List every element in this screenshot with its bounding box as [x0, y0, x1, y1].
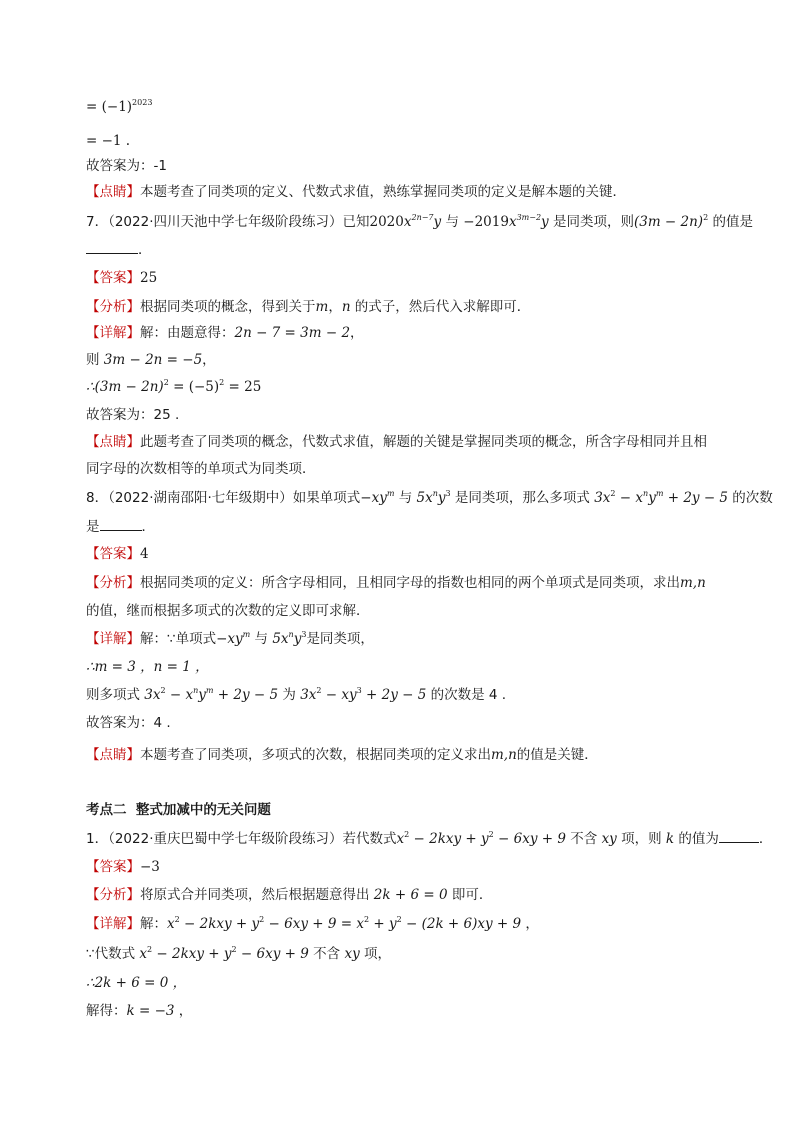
q7-step-3: ∴(3m − $2n)^2 = (-5)^2 = 25$ [86, 377, 262, 395]
q8-answer-final: 故答案为：4 . [86, 715, 171, 731]
q7-stem-line-1: 7．（2022·四川天池中学七年级阶段练习）已知$2020x^{2n-7}y$ 与 $-2019x^{3m-2}y$ 是同类项，则$(3m - 2n)^2$ 的值是 [86, 212, 753, 230]
answer-blank [86, 241, 138, 254]
q8-analysis-line-2: 的值，继而根据多项式的次数的定义即可求解． [86, 603, 370, 619]
q1-step-4: 解得：k = −3 ， [86, 1003, 193, 1019]
q7-stem-line-2: ． [86, 240, 152, 260]
answer-blank [100, 518, 142, 531]
prev-comment: 【点睛】本题考查了同类项的定义、代数式求值，熟练掌握同类项的定义是解本题的关键． [86, 184, 626, 200]
q8-answer: 【答案】4 [86, 546, 149, 562]
q7-comment-line-2: 同字母的次数相等的单项式为同类项． [86, 461, 316, 477]
q8-step-3: 则多项式 $3x^2 - x^ny^m + 2y - 5$ 为 $3x^2 - xy^3 + 2y - 5$ 的次数是 4 . [86, 685, 507, 703]
q1-step-3: ∴2k + 6 = 0 ， [86, 975, 187, 991]
comment-tag: 【点睛】 [86, 184, 140, 200]
q7-comment-line-1: 【点睛】此题考查了同类项的概念，代数式求值，解题的关键是掌握同类项的概念，所含字母相同并且相 [86, 434, 707, 450]
q7-answer: 【答案】25 [86, 270, 158, 286]
q8-stem-line-1: 8．（2022·湖南邵阳·七年级期中）如果单项式$-xy^m$ 与 $5x^ny^3$ 是同类项，那么多项式 $3x^2 - x^ny^m + 2y - 5$ 的次数 [86, 488, 773, 506]
q1-analysis: 【分析】将原式合并同类项，然后根据题意得出 2k + 6 = 0 即可． [86, 887, 493, 903]
q8-solution: 【详解】解：∵单项式$-xy^m$ 与 $5x^ny^3$是同类项， [86, 629, 374, 647]
prev-step-line-1: = $(-1)^{2023}$ [86, 97, 153, 115]
section-heading: 考点二 整式加减中的无关问题 [86, 802, 271, 818]
q7-analysis: 【分析】根据同类项的概念，得到关于m，n 的式子，然后代入求解即可． [86, 299, 531, 315]
q7-answer-final: 故答案为：25 . [86, 407, 180, 423]
q1-solution: 【详解】解：$x^2 - 2kxy + y^2 - 6xy + 9 = x^2 + y^2 - (2k + 6)xy + 9$ ， [86, 914, 539, 932]
q7-solution: 【详解】解：由题意得：2n − 7 = 3m − 2， [86, 325, 364, 341]
q1-step-2: ∵代数式 $x^2 - 2kxy + y^2 - 6xy + 9$ 不含 xy 项， [86, 944, 391, 962]
answer-blank [719, 830, 759, 843]
prev-answer: 故答案为：-1 [86, 158, 167, 174]
prev-step-line-2: = −1 . [86, 133, 131, 149]
q8-comment: 【点睛】本题考查了同类项，多项式的次数，根据同类项的定义求出m,n的值是关键． [86, 747, 598, 763]
q1-answer: 【答案】−3 [86, 859, 160, 875]
q8-stem-line-2: 是 ． [86, 519, 155, 535]
q7-step-2: 则 3m − 2n = −5， [86, 352, 216, 368]
q8-analysis-line-1: 【分析】根据同类项的定义：所含字母相同，且相同字母的指数也相同的两个单项式是同类项，求出m,n [86, 575, 706, 591]
q8-step-2: ∴m = 3 ，n = 1 ， [86, 659, 209, 675]
q1-stem: 1．（2022·重庆巴蜀中学七年级阶段练习）若代数式$x^2 - 2kxy + y^2 - 6xy + 9$ 不含 xy 项，则 k 的值为 ． [86, 829, 773, 847]
